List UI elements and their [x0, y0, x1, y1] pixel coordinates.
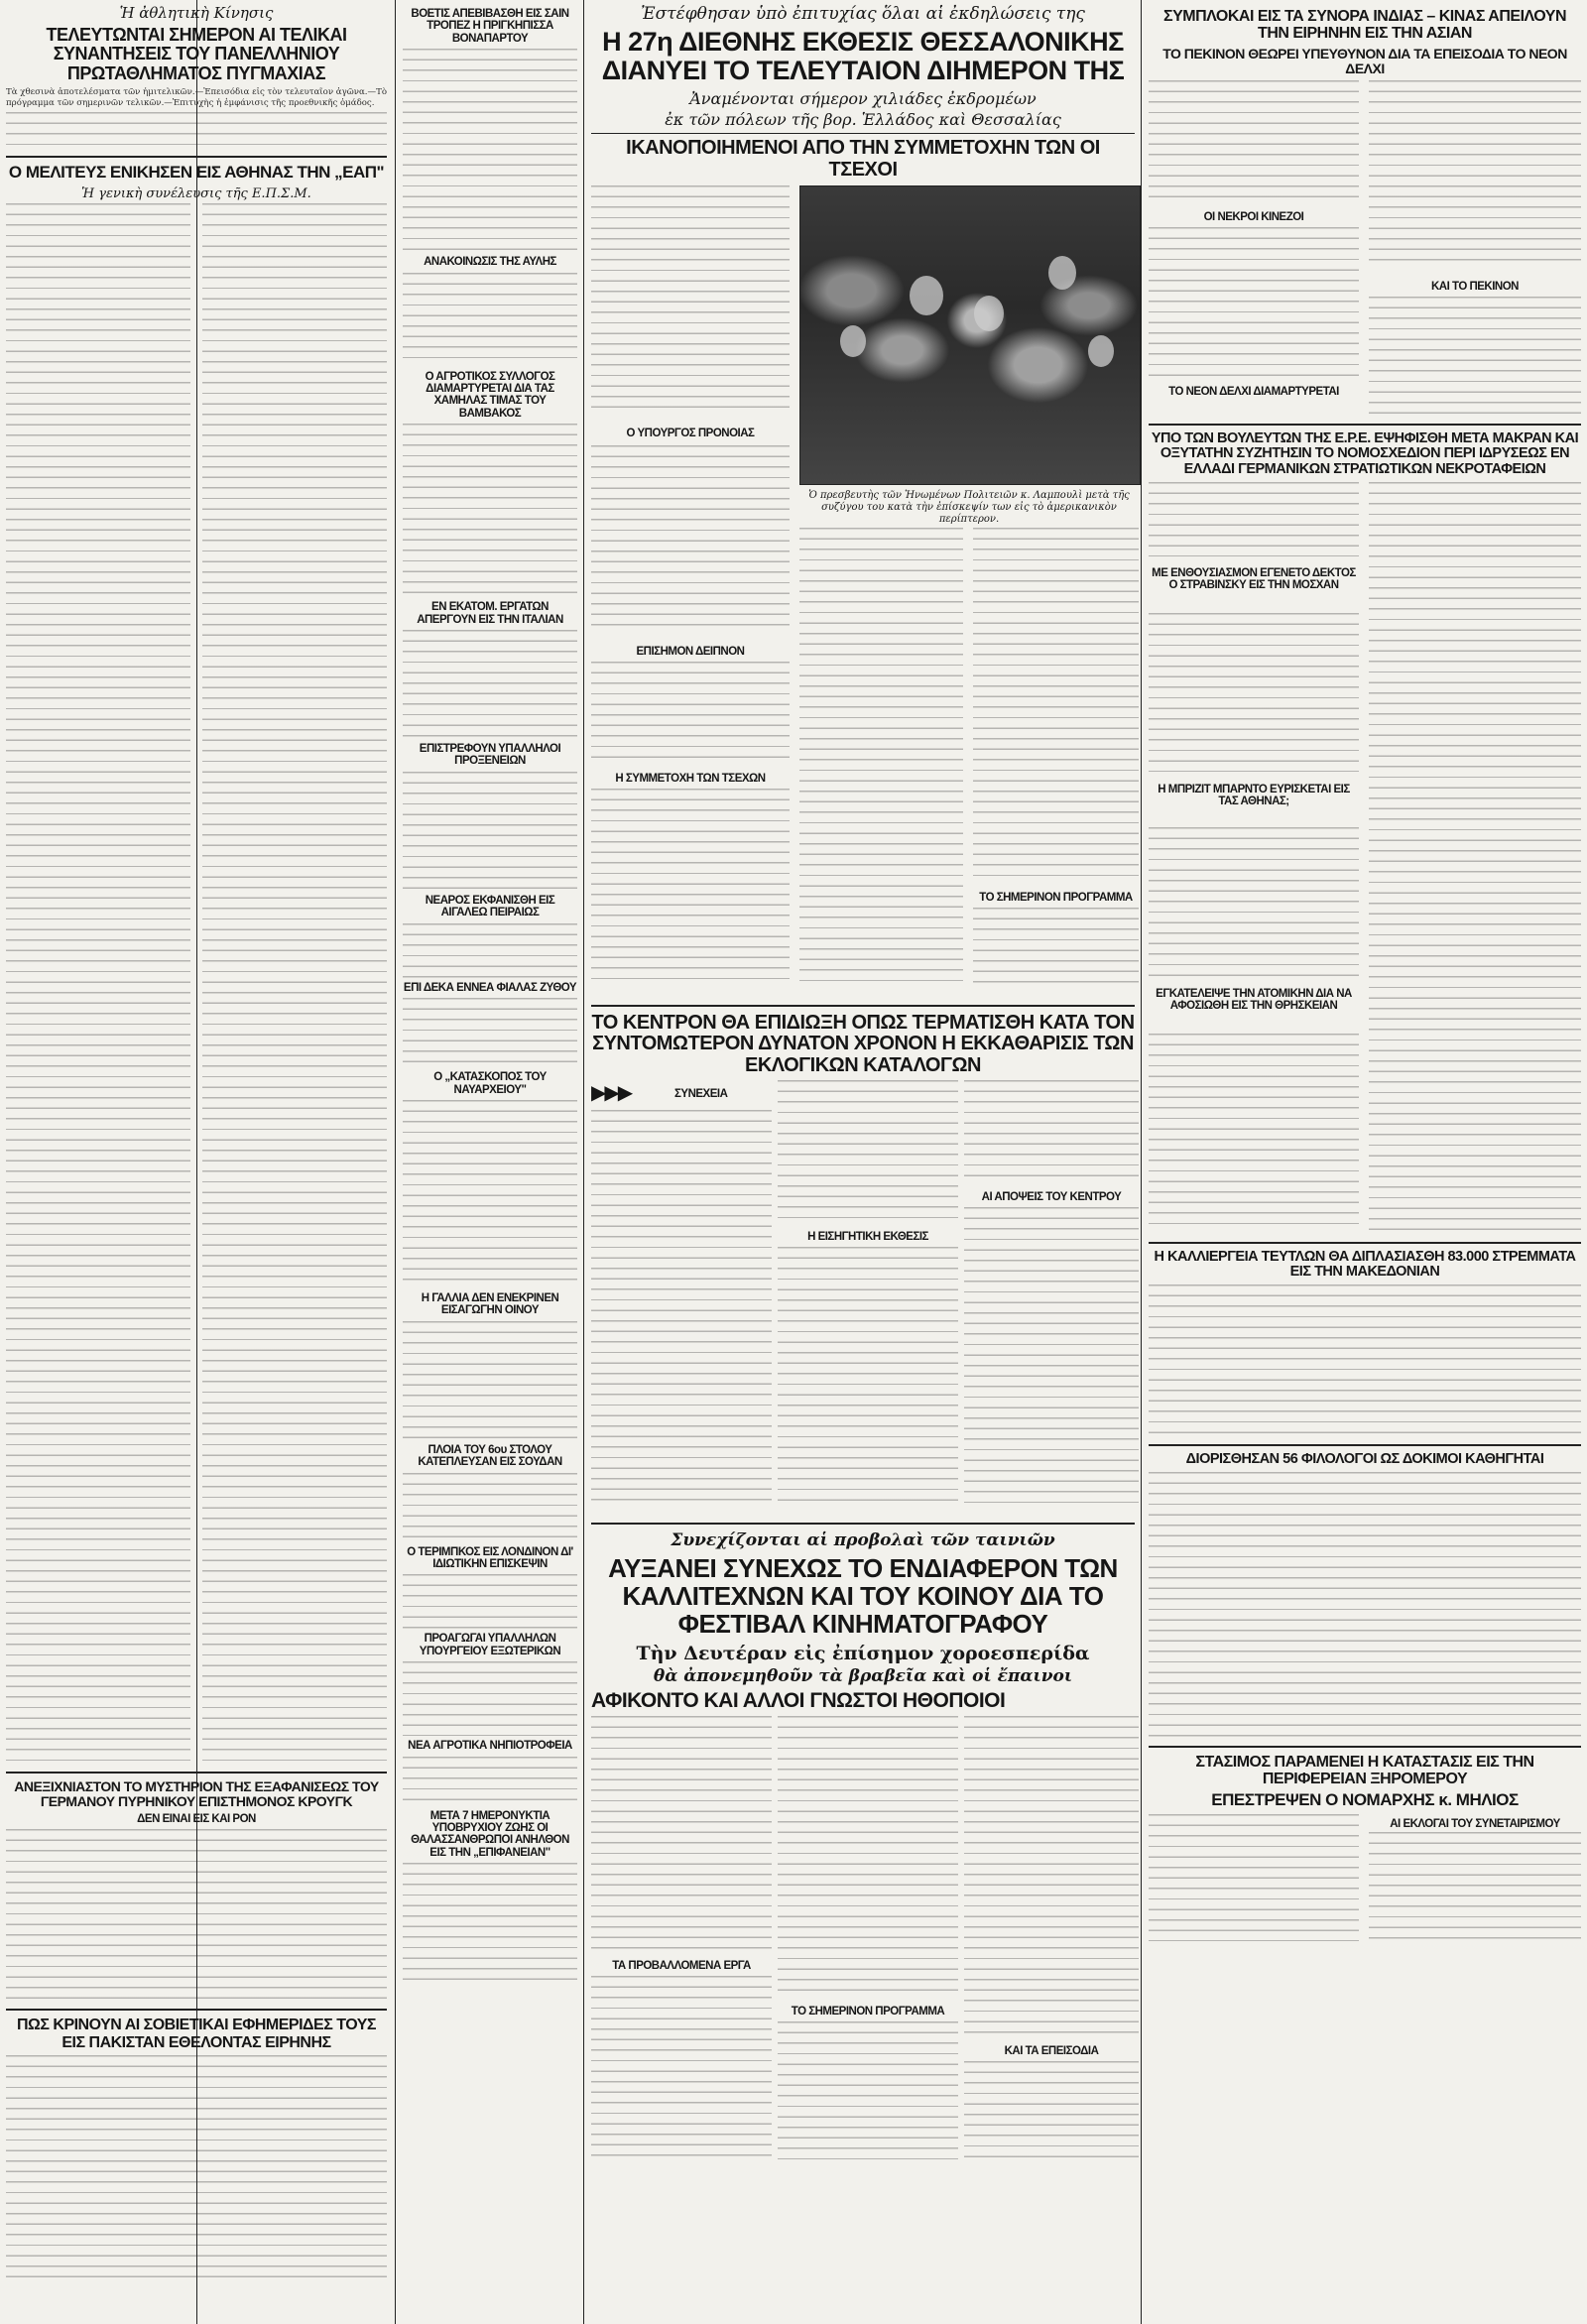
article-text-block — [403, 923, 577, 978]
section-divider — [1149, 424, 1581, 426]
article-text-block — [591, 1110, 772, 1507]
article-text-block — [1149, 827, 1359, 976]
briefs-column — [397, 0, 583, 1982]
minor-head-report: Η ΕΙΣΗΓΗΤΙΚΗ ΕΚΘΕΣΙΣ — [807, 1231, 928, 1244]
article-text-block — [973, 908, 1139, 989]
article-text-block — [964, 1207, 1139, 1507]
headline-prefect-milios: ΕΠΕΣΤΡΕΨΕΝ Ο ΝΟΜΑΡΧΗΣ κ. ΜΗΛΙΟΣ — [1211, 1790, 1519, 1810]
section-divider — [591, 1523, 1135, 1525]
article-text-block — [1149, 613, 1359, 772]
article-text-block — [403, 1100, 577, 1288]
column-rule — [1141, 0, 1142, 2324]
article-text-block — [1149, 1472, 1581, 1740]
article-text-block — [591, 185, 790, 414]
minor-head-cooperative-elections: ΑΙ ΕΚΛΟΓΑΙ ΤΟΥ ΣΥΝΕΤΑΙΡΙΣΜΟΥ — [1390, 1817, 1560, 1830]
article-text-block — [403, 273, 577, 367]
article-text-block — [403, 630, 577, 739]
article-text-block — [591, 1976, 772, 2159]
article-text-block — [403, 1661, 577, 1736]
headline-spy: Ο „ΚΑΤΑΣΚΟΠΟΣ ΤΟΥ ΝΑΥΑΡΧΕΙΟΥ" — [433, 1071, 547, 1096]
article-text-block — [403, 49, 577, 252]
headline-czechs: ΙΚΑΝΟΠΟΙΗΜΕΝΟΙ ΑΠΟ ΤΗΝ ΣΥΜΜΕΤΟΧΗΝ ΤΩΝ ΟΙ ΤΣΕΧΟΙ — [626, 137, 1100, 181]
minor-head-minister: Ο ΥΠΟΥΡΓΟΣ ΠΡΟΝΟΙΑΣ — [626, 427, 755, 439]
fair-kicker: Ἐστέφθησαν ὑπὸ ἐπιτυχίας ὅλαι αἱ ἐκδηλώσεις της — [641, 4, 1085, 24]
headline-philologists: ΔΙΟΡΙΣΘΗΣΑΝ 56 ΦΙΛΟΛΟΓΟΙ ΩΣ ΔΟΚΙΜΟΙ ΚΑΘΗΓΗΤΑΙ — [1185, 1451, 1544, 1468]
headline-france-wine: Η ΓΑΛΛΙΑ ΔΕΝ ΕΝΕΚΡΙΝΕΝ ΕΙΣΑΓΩΓΗΝ ΟΙΝΟΥ — [421, 1291, 559, 1317]
article-text-block — [403, 1321, 577, 1440]
column-rule — [583, 0, 584, 2324]
xiromero-story-area — [1149, 1814, 1581, 1943]
article-text-block — [1149, 227, 1359, 376]
headline-electoral-lists: ΤΟ ΚΕΝΤΡΟΝ ΘΑ ΕΠΙΔΙΩΞΗ ΟΠΩΣ ΤΕΡΜΑΤΙΣΘΗ ΚΑΤΑ ΤΟΝ ΣΥΝΤΟΜΩΤΕΡΟΝ ΔΥΝΑΤΟΝ ΧΡΟΝΟΝ Η ΕΚΚΑΘΑΡΙΣΙΣ ΤΩΝ ΕΚΛΟΓΙΚΩΝ ΚΑΤΑΛΟΓΩΝ — [591, 1011, 1135, 1076]
headline-actors-arrived: ΑΦΙΚΟΝΤΟ ΚΑΙ ΑΛΛΟΙ ΓΝΩΣΤΟΙ ΗΘΟΠΟΙΟΙ — [591, 1688, 1006, 1712]
right-column — [1143, 0, 1587, 1943]
article-text-block — [964, 2061, 1139, 2159]
festival-subhead-2: θὰ ἀπονεμηθοῦν τὰ βραβεῖα καὶ οἱ ἔπαινοι — [653, 1665, 1073, 1686]
minor-head-czech-participation: Η ΣΥΜΜΕΤΟΧΗ ΤΩΝ ΤΣΕΧΩΝ — [615, 772, 766, 785]
section-divider — [1149, 1444, 1581, 1446]
minor-head-chinese-dead: ΟΙ ΝΕΚΡΟΙ ΚΙΝΕΖΟΙ — [1203, 210, 1304, 223]
article-text-block — [403, 998, 577, 1067]
minor-head-incidents: ΚΑΙ ΤΑ ΕΠΕΙΣΟΔΙΑ — [1004, 2045, 1099, 2058]
headline-nurseries: ΝΕΑ ΑΓΡΟΤΙΚΑ ΝΗΠΙΟΤΡΟΦΕΙΑ — [408, 1740, 572, 1753]
article-text-block — [1369, 1832, 1581, 1941]
headline-india-china: ΣΥΜΠΛΟΚΑΙ ΕΙΣ ΤΑ ΣΥΝΟΡΑ ΙΝΔΙΑΣ – ΚΙΝΑΣ ΑΠΕΙΛΟΥΝ ΤΗΝ ΕΙΡΗΝΗΝ ΕΙΣ ΤΗΝ ΑΣΙΑΝ — [1163, 8, 1566, 43]
article-text-block — [6, 203, 190, 1766]
ambassador-photo — [799, 185, 1141, 485]
article-text-block — [591, 1716, 772, 1949]
headline-court-announcement: ΑΝΑΚΟΙΝΩΣΙΣ ΤΗΣ ΑΥΛΗΣ — [424, 256, 556, 269]
headline-cotton: Ο ΑΓΡΟΤΙΚΟΣ ΣΥΛΛΟΓΟΣ ΔΙΑΜΑΡΤΥΡΕΤΑΙ ΔΙΑ ΤΑΣ ΧΑΜΗΛΑΣ ΤΙΜΑΣ ΤΟΥ ΒΑΜΒΑΚΟΣ — [425, 370, 555, 420]
headline-film-festival: ΑΥΞΑΝΕΙ ΣΥΝΕΧΩΣ ΤΟ ΕΝΔΙΑΦΕΡΟΝ ΤΩΝ ΚΑΛΛΙΤΕΧΝΩΝ ΚΑΙ ΤΟΥ ΚΟΙΝΟΥ ΔΙΑ ΤΟ ΦΕΣΤΙΒΑΛ ΚΙΝΗΜΑΤΟΓΡΑΦΟΥ — [608, 1553, 1118, 1640]
minor-head-festival-program: ΤΟ ΣΗΜΕΡΙΝΟΝ ΠΡΟΓΡΑΜΜΑ — [791, 2006, 945, 2018]
article-text-block — [778, 1247, 958, 1507]
two-column-text-area — [6, 203, 387, 1766]
festival-subhead-1: Τὴν Δευτέραν εἰς ἐπίσημον χοροεσπερίδα — [636, 1642, 1090, 1664]
headline-aigaleo: ΝΕΑΡΟΣ ΕΚΦΑΝΙΣΘΗ ΕΙΣ ΑΙΓΑΛΕΩ ΠΕΙΡΑΙΩΣ — [425, 894, 555, 919]
headline-bardot: Η ΜΠΡΙΖΙΤ ΜΠΑΡΝΤΟ ΕΥΡΙΣΚΕΤΑΙ ΕΙΣ ΤΑΣ ΑΘΗΝΑΣ; — [1158, 783, 1350, 808]
article-text-block — [403, 772, 577, 891]
headline-meliteus: Ο ΜΕΛΙΤΕΥΣ ΕΝΙΚΗΣΕΝ ΕΙΣ ΑΘΗΝΑΣ ΤΗΝ „ΕΑΠ" — [8, 163, 385, 183]
section-divider — [6, 2009, 387, 2011]
festival-story-area — [591, 1716, 1135, 2162]
headline-consulates: ΕΠΙΣΤΡΕΦΟΥΝ ΥΠΑΛΛΗΛΟΙ ΠΡΟΞΕΝΕΙΩΝ — [419, 743, 561, 768]
headline-stravinsky: ΜΕ ΕΝΘΟΥΣΙΑΣΜΟΝ ΕΓΕΝΕΤΟ ΔΕΚΤΟΣ Ο ΣΤΡΑΒΙΝΣΚΥ ΕΙΣ ΤΗΝ ΜΟΣΧΑΝ — [1152, 566, 1356, 592]
continued-label: ΣΥΝΕΧΕΙΑ — [674, 1088, 728, 1101]
continuation-arrows: ▶▶▶ — [591, 1080, 632, 1105]
headline-italy-strike: ΕΝ ΕΚΑΤΟΜ. ΕΡΓΑΤΩΝ ΑΠΕΡΓΟΥΝ ΕΙΣ ΤΗΝ ΙΤΑΛΙΑΝ — [417, 601, 563, 626]
subhead-epsm: Ἡ γενικὴ συνέλευσις τῆς Ε.Π.Σ.Μ. — [81, 185, 311, 201]
center-column — [585, 0, 1141, 2162]
article-text-block — [778, 1716, 958, 1994]
section-divider — [6, 1772, 387, 1774]
lead-boxing: Τὰ χθεσινὰ ἀποτελέσματα τῶν ἡμιτελικῶν.—Ἐπεισόδια εἰς τὸν τελευταῖον ἀγῶνα.—Τὸ πρόγραμμα τῶν σημερινῶν τελικῶν.—Ἐπιτυχὴς ἡ ἐμφάνισις τῆς προεθνικῆς ὁμάδος. — [6, 87, 387, 109]
column-rule — [395, 0, 396, 2324]
article-text-block — [202, 203, 387, 1766]
article-text-block — [1149, 1284, 1581, 1438]
article-text-block — [403, 1574, 577, 1629]
headline-beet-cultivation: Η ΚΑΛΛΙΕΡΓΕΙΑ ΤΕΥΤΛΩΝ ΘΑ ΔΙΠΛΑΣΙΑΣΘΗ 83.000 ΣΤΡΕΜΜΑΤΑ ΕΙΣ ΤΗΝ ΜΑΚΕΔΟΝΙΑΝ — [1154, 1248, 1576, 1281]
fair-story-area — [591, 185, 1135, 999]
article-text-block — [591, 662, 790, 761]
headline-kroug: ΑΝΕΞΙΧΝΙΑΣΤΟΝ ΤΟ ΜΥΣΤΗΡΙΟΝ ΤΗΣ ΕΞΑΦΑΝΙΣΕΩΣ ΤΟΥ ΓΕΡΜΑΝΟΥ ΠΥΡΗΝΙΚΟΥ ΕΠΙΣΤΗΜΟΝΟΣ ΚΡΟΥΓΚ — [14, 1777, 379, 1809]
article-text-block — [1149, 1814, 1359, 1941]
article-text-block — [778, 1080, 958, 1219]
cemeteries-story-area — [1149, 482, 1581, 1236]
electoral-story-area — [591, 1080, 1135, 1517]
article-text-block — [6, 112, 387, 150]
fair-subhead-1: Ἀναμένονται σήμερον χιλιάδες ἐκδρομέων — [689, 89, 1037, 109]
article-text-block — [1369, 80, 1581, 269]
fair-subhead-2: ἐκ τῶν πόλεων τῆς βορ. Ἑλλάδος καὶ Θεσσαλίας — [591, 110, 1135, 134]
article-text-block — [591, 789, 790, 987]
headline-soviet-papers: ΠΩΣ ΚΡΙΝΟΥΝ ΑΙ ΣΟΒΙΕΤΙΚΑΙ ΕΦΗΜΕΡΙΔΕΣ ΤΟΥΣ ΕΙΣ ΠΑΚΙΣΤΑΝ ΕΘΕΛΟΝΤΑΣ ΕΙΡΗΝΗΣ — [16, 2017, 377, 2051]
article-text-block — [973, 528, 1139, 880]
section-divider — [6, 156, 387, 158]
minor-head-films: ΤΑ ΠΡΟΒΑΛΛΟΜΕΝΑ ΕΡΓΑ — [612, 1960, 751, 1973]
article-text-block — [1369, 297, 1581, 416]
headline-beer: ΕΠΙ ΔΕΚΑ ΕΝΝΕΑ ΦΙΑΛΑΣ ΖΥΘΟΥ — [403, 981, 577, 994]
article-text-block — [1369, 482, 1581, 1232]
subhead-peking: ΤΟ ΠΕΚΙΝΟΝ ΘΕΩΡΕΙ ΥΠΕΥΘΥΝΟΝ ΔΙΑ ΤΑ ΕΠΕΙΣΟΔΙΑ ΤΟ ΝΕΟΝ ΔΕΛΧΙ — [1162, 45, 1567, 76]
subhead-kairon: ΔΕΝ ΕΙΝΑΙ ΕΙΣ ΚΑΙ ΡΟΝ — [137, 1812, 256, 1825]
minor-head-todays-program: ΤΟ ΣΗΜΕΡΙΝΟΝ ΠΡΟΓΡΑΜΜΑ — [979, 891, 1133, 904]
headline-german-cemeteries: ΥΠΟ ΤΩΝ ΒΟΥΛΕΥΤΩΝ ΤΗΣ Ε.Ρ.Ε. ΕΨΗΦΙΣΘΗ ΜΕΤΑ ΜΑΚΡΑΝ ΚΑΙ ΟΞΥΤΑΤΗΝ ΣΥΖΗΤΗΣΙΝ ΤΟ ΝΟΜΟΣΧΕΔΙΟΝ ΠΕΡΙ ΙΔΡΥΣΕΩΣ ΕΝ ΕΛΛΑΔΙ ΓΕΡΜΑΝΙΚΩΝ ΣΤΡΑΤΙΩΤΙΚΩΝ ΝΕΚΡΟΤΑΦΕΙΩΝ — [1151, 429, 1579, 478]
article-text-block — [964, 1080, 1139, 1179]
headline-aquanauts: ΜΕΤΑ 7 ΗΜΕΡΟΝΥΚΤΙΑ ΥΠΟΒΡΥΧΙΟΥ ΖΩΗΣ ΟΙ ΘΑΛΑΣΣΑΝΘΡΩΠΟΙ ΑΝΗΛΘΟΝ ΕΙΣ ΤΗΝ „ΕΠΙΦΑΝΕΙΑΝ" — [411, 1809, 569, 1859]
photo-caption: Ὁ πρεσβευτὴς τῶν Ἡνωμένων Πολιτειῶν κ. Λαμπουλὶ μετὰ τῆς συζύγου του κατὰ τὴν ἐπίσκεψίν των εἰς τὸ ἀμερικανικὸν περίπτερον. — [808, 489, 1130, 525]
section-kicker: Ἡ ἀθλητικὴ Κίνησις — [119, 4, 274, 22]
article-text-block — [964, 1716, 1139, 2033]
article-text-block — [591, 445, 790, 634]
article-text-block — [778, 2021, 958, 2159]
article-text-block — [403, 1863, 577, 1982]
headline-thessaloniki-fair: Η 27η ΔΙΕΘΝΗΣ ΕΚΘΕΣΙΣ ΘΕΣΣΑΛΟΝΙΚΗΣ ΔΙΑΝΥΕΙ ΤΟ ΤΕΛΕΥΤΑΙΟΝ ΔΙΗΜΕΡΟΝ ΤΗΣ — [601, 27, 1125, 86]
india-china-story-area — [1149, 80, 1581, 418]
headline-atomic-religion: ΕΓΚΑΤΕΛΕΙΨΕ ΤΗΝ ΑΤΟΜΙΚΗΝ ΔΙΑ ΝΑ ΑΦΟΣΙΩΘΗ ΕΙΣ ΤΗΝ ΘΡΗΣΚΕΙΑΝ — [1156, 987, 1352, 1013]
headline-terimbkos: Ο ΤΕΡΙΜΠΚΟΣ ΕΙΣ ΛΟΝΔΙΝΟΝ ΔΙ' ΙΔΙΩΤΙΚΗΝ ΕΠΙΣΚΕΨΙΝ — [407, 1545, 573, 1570]
section-divider — [591, 1005, 1135, 1007]
headline-promotions: ΠΡΟΑΓΩΓΑΙ ΥΠΑΛΛΗΛΩΝ ΥΠΟΥΡΓΕΙΟΥ ΕΞΩΤΕΡΙΚΩΝ — [419, 1633, 561, 1657]
article-text-block — [403, 1757, 577, 1806]
article-text-block — [1149, 80, 1359, 199]
headline-sixth-fleet: ΠΛΟΙΑ ΤΟΥ 6ου ΣΤΟΛΟΥ ΚΑΤΕΠΛΕΥΣΑΝ ΕΙΣ ΣΟΥΔΑΝ — [418, 1443, 562, 1469]
article-text-block — [1149, 482, 1359, 556]
article-text-block — [403, 1473, 577, 1542]
article-text-block — [1149, 1034, 1359, 1232]
minor-head-centre-views: ΑΙ ΑΠΟΨΕΙΣ ΤΟΥ ΚΕΝΤΡΟΥ — [981, 1191, 1122, 1204]
minor-head-new-delhi-protests: ΤΟ ΝΕΟΝ ΔΕΛΧΙ ΔΙΑΜΑΡΤΥΡΕΤΑΙ — [1168, 385, 1339, 398]
article-text-block — [403, 424, 577, 597]
section-divider — [1149, 1746, 1581, 1748]
section-divider — [1149, 1242, 1581, 1244]
headline-xiromero: ΣΤΑΣΙΜΟΣ ΠΑΡΑΜΕΝΕΙ Η ΚΑΤΑΣΤΑΣΙΣ ΕΙΣ ΤΗΝ ΠΕΡΙΦΕΡΕΙΑΝ ΞΗΡΟΜΕΡΟΥ — [1195, 1753, 1534, 1787]
minor-head-dinner: ΕΠΙΣΗΜΟΝ ΔΕΙΠΝΟΝ — [636, 645, 745, 658]
article-text-block — [6, 1829, 387, 2003]
headline-bonaparte: ΒΟΕΤΙΣ ΑΠΕΒΙΒΑΣΘΗ ΕΙΣ ΣΑΙΝ ΤΡΟΠΕΖ Η ΠΡΙΓΚΗΠΙΣΣΑ ΒΟΝΑΠΑΡΤΟΥ — [411, 8, 569, 45]
festival-kicker: Συνεχίζονται αἱ προβολαὶ τῶν ταινιῶν — [671, 1530, 1055, 1551]
sports-column — [0, 0, 393, 2278]
article-text-block — [6, 2055, 387, 2278]
headline-boxing: ΤΕΛΕΥΤΩΝΤΑΙ ΣΗΜΕΡΟΝ ΑΙ ΤΕΛΙΚΑΙ ΣΥΝΑΝΤΗΣΕΙΣ ΤΟΥ ΠΑΝΕΛΛΗΝΙΟΥ ΠΡΩΤΑΘΛΗΜΑΤΟΣ ΠΥΓΜΑΧΙΑΣ — [46, 25, 347, 83]
article-text-block — [799, 528, 963, 989]
minor-head-and-peking: ΚΑΙ ΤΟ ΠΕΚΙΝΟΝ — [1431, 280, 1519, 293]
